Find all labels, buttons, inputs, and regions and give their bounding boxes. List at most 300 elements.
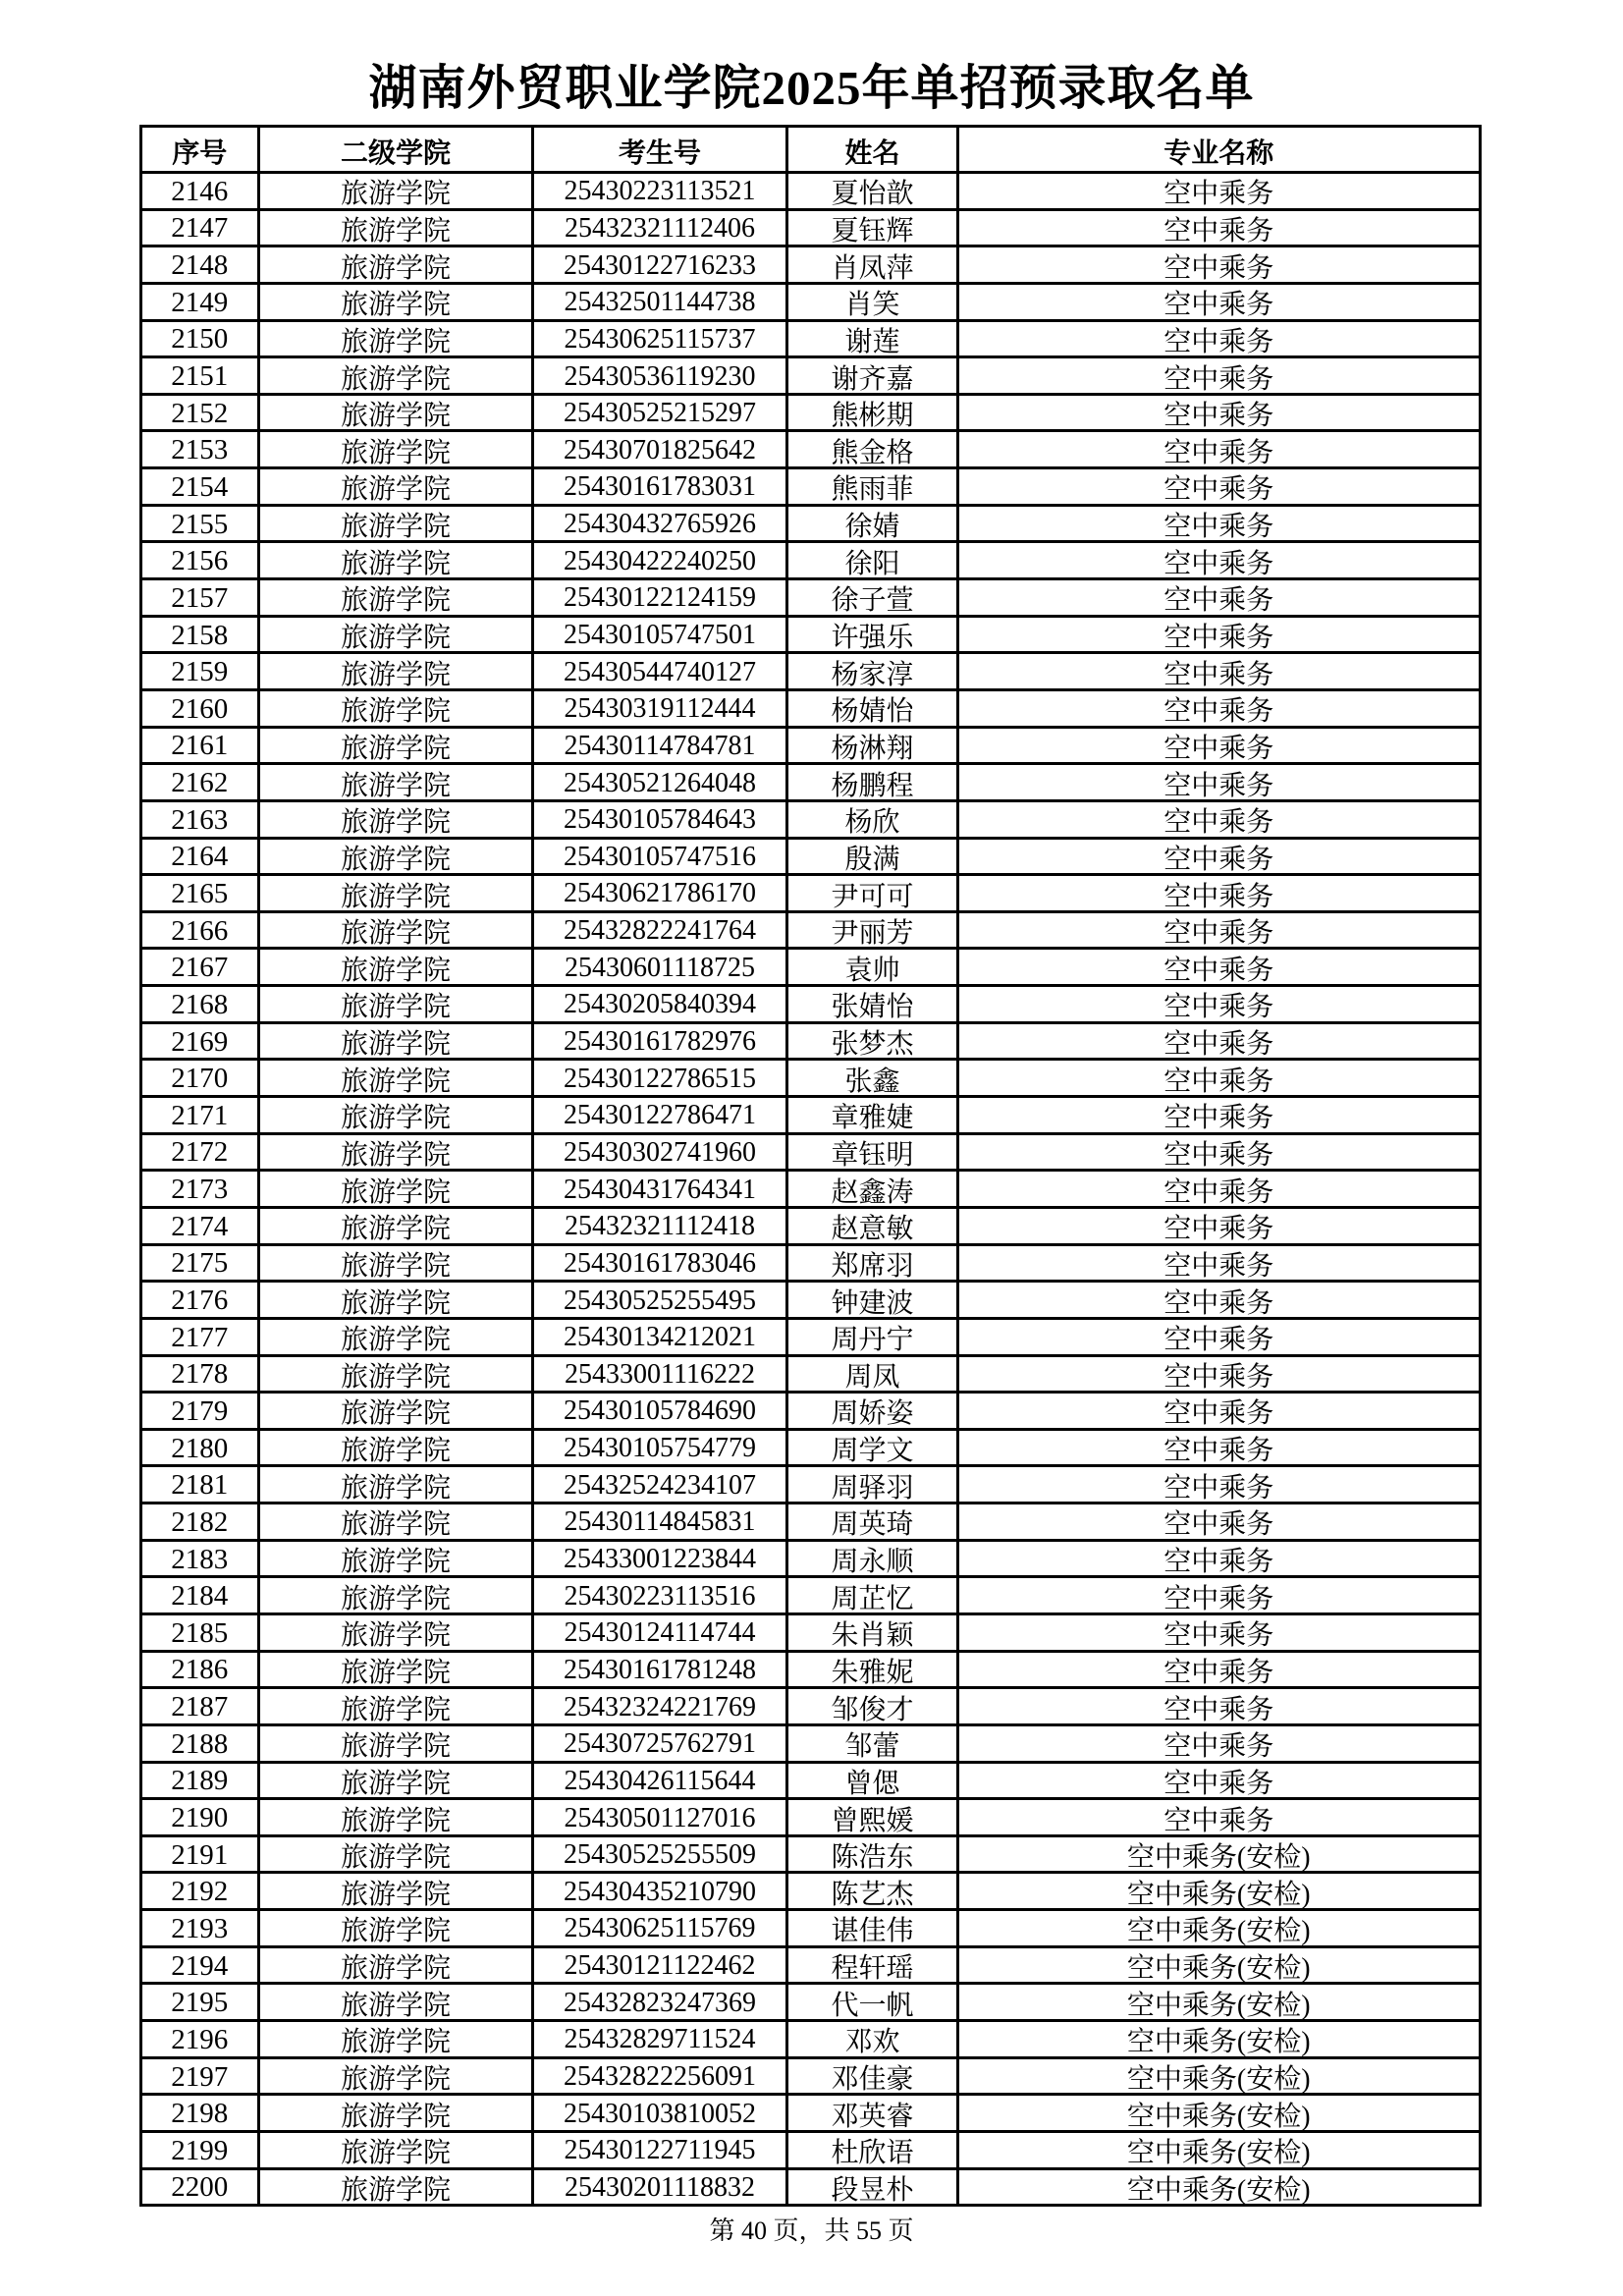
cell-college: 旅游学院: [260, 2133, 534, 2170]
cell-name: 肖笑: [788, 285, 959, 322]
cell-name: 袁帅: [788, 950, 959, 987]
header-seq: 序号: [142, 128, 261, 175]
cell-seq: 2156: [142, 543, 261, 580]
cell-name: 邓英睿: [788, 2096, 959, 2133]
cell-major: 空中乘务: [959, 247, 1479, 285]
cell-seq: 2146: [142, 174, 261, 211]
cell-college: 旅游学院: [260, 1837, 534, 1875]
table-row: [142, 174, 1479, 211]
cell-name: 周学文: [788, 1431, 959, 1468]
cell-major: 空中乘务: [959, 1504, 1479, 1542]
cell-exam-id: 25432501144738: [534, 285, 788, 322]
cell-major: 空中乘务: [959, 1246, 1479, 1284]
cell-college: 旅游学院: [260, 1394, 534, 1431]
cell-seq: 2173: [142, 1172, 261, 1209]
cell-name: 夏怡歆: [788, 174, 959, 211]
cell-college: 旅游学院: [260, 2170, 534, 2208]
table-row: [142, 840, 1479, 877]
cell-college: 旅游学院: [260, 1357, 534, 1394]
cell-seq: 2167: [142, 950, 261, 987]
table-row: [142, 1578, 1479, 1615]
cell-college: 旅游学院: [260, 247, 534, 285]
cell-exam-id: 25430122124159: [534, 580, 788, 618]
cell-exam-id: 25430205840394: [534, 987, 788, 1024]
cell-college: 旅游学院: [260, 1911, 534, 1948]
cell-exam-id: 25430124114744: [534, 1615, 788, 1653]
cell-seq: 2157: [142, 580, 261, 618]
cell-exam-id: 25430501127016: [534, 1800, 788, 1837]
cell-name: 周凤: [788, 1357, 959, 1394]
cell-exam-id: 25430701825642: [534, 432, 788, 469]
cell-exam-id: 25430122786471: [534, 1098, 788, 1135]
cell-name: 张梦杰: [788, 1024, 959, 1062]
table-row: [142, 1209, 1479, 1246]
cell-major: 空中乘务: [959, 322, 1479, 359]
header-name: 姓名: [788, 128, 959, 175]
cell-seq: 2191: [142, 1837, 261, 1875]
cell-name: 许强乐: [788, 618, 959, 655]
table-row: [142, 543, 1479, 580]
table-row: [142, 1246, 1479, 1284]
cell-major: 空中乘务: [959, 285, 1479, 322]
cell-seq: 2151: [142, 358, 261, 396]
cell-exam-id: 25430223113521: [534, 174, 788, 211]
cell-major: 空中乘务: [959, 1061, 1479, 1098]
cell-major: 空中乘务: [959, 1098, 1479, 1135]
cell-exam-id: 25430625115769: [534, 1911, 788, 1948]
cell-exam-id: 25432823247369: [534, 1985, 788, 2022]
cell-major: 空中乘务: [959, 1542, 1479, 1579]
cell-major: 空中乘务: [959, 211, 1479, 248]
cell-college: 旅游学院: [260, 1431, 534, 1468]
cell-major: 空中乘务: [959, 432, 1479, 469]
cell-seq: 2154: [142, 469, 261, 507]
cell-seq: 2181: [142, 1467, 261, 1504]
cell-college: 旅游学院: [260, 1615, 534, 1653]
cell-exam-id: 25430525215297: [534, 396, 788, 433]
cell-seq: 2153: [142, 432, 261, 469]
cell-name: 章钰明: [788, 1135, 959, 1173]
cell-major: 空中乘务: [959, 1357, 1479, 1394]
cell-major: 空中乘务: [959, 987, 1479, 1024]
cell-exam-id: 25430625115737: [534, 322, 788, 359]
table-row: [142, 1135, 1479, 1173]
cell-major: 空中乘务(安检): [959, 2133, 1479, 2170]
cell-seq: 2163: [142, 802, 261, 840]
cell-seq: 2199: [142, 2133, 261, 2170]
cell-exam-id: 25430105784643: [534, 802, 788, 840]
table-row: [142, 1467, 1479, 1504]
cell-exam-id: 25430302741960: [534, 1135, 788, 1173]
cell-college: 旅游学院: [260, 358, 534, 396]
cell-seq: 2184: [142, 1578, 261, 1615]
cell-major: 空中乘务: [959, 950, 1479, 987]
cell-major: 空中乘务: [959, 729, 1479, 766]
cell-name: 邹蕾: [788, 1726, 959, 1764]
cell-seq: 2150: [142, 322, 261, 359]
cell-exam-id: 25430426115644: [534, 1764, 788, 1801]
cell-college: 旅游学院: [260, 729, 534, 766]
cell-exam-id: 25430122711945: [534, 2133, 788, 2170]
cell-name: 邹俊才: [788, 1689, 959, 1726]
cell-college: 旅游学院: [260, 322, 534, 359]
cell-seq: 2200: [142, 2170, 261, 2208]
cell-seq: 2165: [142, 876, 261, 913]
admission-list-table: [139, 125, 1482, 2208]
cell-exam-id: 25430122786515: [534, 1061, 788, 1098]
cell-college: 旅游学院: [260, 618, 534, 655]
cell-seq: 2175: [142, 1246, 261, 1284]
cell-college: 旅游学院: [260, 913, 534, 951]
cell-seq: 2147: [142, 211, 261, 248]
cell-seq: 2164: [142, 840, 261, 877]
cell-college: 旅游学院: [260, 1246, 534, 1284]
cell-exam-id: 25430201118832: [534, 2170, 788, 2208]
cell-seq: 2159: [142, 654, 261, 691]
cell-exam-id: 25430105747516: [534, 840, 788, 877]
cell-college: 旅游学院: [260, 1283, 534, 1320]
cell-name: 赵鑫涛: [788, 1172, 959, 1209]
table-row: [142, 2022, 1479, 2059]
cell-seq: 2149: [142, 285, 261, 322]
table-row: [142, 950, 1479, 987]
cell-seq: 2168: [142, 987, 261, 1024]
cell-name: 周丹宁: [788, 1320, 959, 1357]
cell-college: 旅游学院: [260, 987, 534, 1024]
table-row: [142, 469, 1479, 507]
cell-college: 旅游学院: [260, 1209, 534, 1246]
table-body: [142, 174, 1479, 2207]
table-row: [142, 285, 1479, 322]
table-row: [142, 1689, 1479, 1726]
cell-name: 程轩瑶: [788, 1948, 959, 1986]
cell-name: 徐婧: [788, 507, 959, 544]
cell-college: 旅游学院: [260, 765, 534, 802]
cell-college: 旅游学院: [260, 1504, 534, 1542]
cell-college: 旅游学院: [260, 1098, 534, 1135]
table-row: [142, 1024, 1479, 1062]
cell-major: 空中乘务(安检): [959, 1948, 1479, 1986]
table-row: [142, 802, 1479, 840]
cell-major: 空中乘务: [959, 1467, 1479, 1504]
cell-name: 张婧怡: [788, 987, 959, 1024]
cell-name: 朱肖颖: [788, 1615, 959, 1653]
table-row: [142, 358, 1479, 396]
table-row: [142, 1542, 1479, 1579]
cell-seq: 2179: [142, 1394, 261, 1431]
cell-major: 空中乘务(安检): [959, 2096, 1479, 2133]
cell-exam-id: 25430105754779: [534, 1431, 788, 1468]
cell-college: 旅游学院: [260, 1320, 534, 1357]
cell-exam-id: 25430521264048: [534, 765, 788, 802]
table-row: [142, 322, 1479, 359]
cell-seq: 2198: [142, 2096, 261, 2133]
table-row: [142, 1320, 1479, 1357]
cell-name: 熊彬期: [788, 396, 959, 433]
cell-seq: 2166: [142, 913, 261, 951]
cell-seq: 2174: [142, 1209, 261, 1246]
cell-seq: 2158: [142, 618, 261, 655]
cell-major: 空中乘务: [959, 876, 1479, 913]
cell-name: 谌佳伟: [788, 1911, 959, 1948]
cell-name: 赵意敏: [788, 1209, 959, 1246]
table-row: [142, 1985, 1479, 2022]
table-row: [142, 1615, 1479, 1653]
table-row: [142, 618, 1479, 655]
cell-major: 空中乘务: [959, 469, 1479, 507]
table-row: [142, 580, 1479, 618]
cell-college: 旅游学院: [260, 2022, 534, 2059]
cell-major: 空中乘务: [959, 840, 1479, 877]
cell-exam-id: 25430431764341: [534, 1172, 788, 1209]
table-row: [142, 987, 1479, 1024]
table-row: [142, 211, 1479, 248]
cell-major: 空中乘务(安检): [959, 1837, 1479, 1875]
cell-exam-id: 25430161782976: [534, 1024, 788, 1062]
cell-exam-id: 25430621786170: [534, 876, 788, 913]
cell-college: 旅游学院: [260, 1800, 534, 1837]
cell-seq: 2183: [142, 1542, 261, 1579]
cell-major: 空中乘务: [959, 1135, 1479, 1173]
cell-name: 邓佳豪: [788, 2059, 959, 2097]
table-row: [142, 247, 1479, 285]
cell-exam-id: 25432321112418: [534, 1209, 788, 1246]
cell-college: 旅游学院: [260, 211, 534, 248]
table-row: [142, 507, 1479, 544]
cell-seq: 2178: [142, 1357, 261, 1394]
table-row: [142, 1504, 1479, 1542]
cell-college: 旅游学院: [260, 1061, 534, 1098]
cell-exam-id: 25430105747501: [534, 618, 788, 655]
cell-name: 陈浩东: [788, 1837, 959, 1875]
cell-major: 空中乘务: [959, 1431, 1479, 1468]
cell-name: 曾熙媛: [788, 1800, 959, 1837]
cell-name: 朱雅妮: [788, 1653, 959, 1690]
cell-major: 空中乘务: [959, 618, 1479, 655]
cell-exam-id: 25433001116222: [534, 1357, 788, 1394]
cell-exam-id: 25430601118725: [534, 950, 788, 987]
cell-exam-id: 25432321112406: [534, 211, 788, 248]
cell-seq: 2193: [142, 1911, 261, 1948]
cell-seq: 2189: [142, 1764, 261, 1801]
table-row: [142, 913, 1479, 951]
cell-major: 空中乘务: [959, 543, 1479, 580]
cell-seq: 2192: [142, 1874, 261, 1911]
table-row: [142, 1911, 1479, 1948]
cell-name: 杨欣: [788, 802, 959, 840]
cell-major: 空中乘务: [959, 802, 1479, 840]
header-college: 二级学院: [260, 128, 534, 175]
cell-major: 空中乘务(安检): [959, 1985, 1479, 2022]
cell-college: 旅游学院: [260, 1172, 534, 1209]
table-row: [142, 396, 1479, 433]
cell-seq: 2155: [142, 507, 261, 544]
cell-seq: 2194: [142, 1948, 261, 1986]
cell-college: 旅游学院: [260, 1874, 534, 1911]
cell-exam-id: 25430525255509: [534, 1837, 788, 1875]
cell-name: 熊雨菲: [788, 469, 959, 507]
cell-major: 空中乘务: [959, 580, 1479, 618]
cell-college: 旅游学院: [260, 1467, 534, 1504]
cell-major: 空中乘务: [959, 1394, 1479, 1431]
cell-name: 周驿羽: [788, 1467, 959, 1504]
cell-name: 谢齐嘉: [788, 358, 959, 396]
cell-major: 空中乘务: [959, 174, 1479, 211]
table-row: [142, 1948, 1479, 1986]
cell-seq: 2172: [142, 1135, 261, 1173]
cell-major: 空中乘务: [959, 691, 1479, 729]
cell-seq: 2152: [142, 396, 261, 433]
cell-name: 夏钰辉: [788, 211, 959, 248]
cell-college: 旅游学院: [260, 1135, 534, 1173]
cell-name: 肖凤萍: [788, 247, 959, 285]
cell-seq: 2197: [142, 2059, 261, 2097]
cell-college: 旅游学院: [260, 507, 534, 544]
cell-major: 空中乘务: [959, 1172, 1479, 1209]
table-row: [142, 1357, 1479, 1394]
document-title: 湖南外贸职业学院2025年单招预录取名单: [368, 61, 1255, 115]
cell-name: 熊金格: [788, 432, 959, 469]
cell-college: 旅游学院: [260, 543, 534, 580]
cell-name: 杜欣语: [788, 2133, 959, 2170]
cell-seq: 2148: [142, 247, 261, 285]
cell-exam-id: 25430122716233: [534, 247, 788, 285]
cell-major: 空中乘务: [959, 1283, 1479, 1320]
cell-major: 空中乘务: [959, 358, 1479, 396]
cell-name: 段昱朴: [788, 2170, 959, 2208]
table-row: [142, 765, 1479, 802]
cell-name: 杨淋翔: [788, 729, 959, 766]
table-row: [142, 729, 1479, 766]
cell-major: 空中乘务: [959, 1320, 1479, 1357]
table-row: [142, 1172, 1479, 1209]
cell-college: 旅游学院: [260, 691, 534, 729]
cell-major: 空中乘务: [959, 1764, 1479, 1801]
cell-exam-id: 25430161783046: [534, 1246, 788, 1284]
cell-name: 曾偲: [788, 1764, 959, 1801]
cell-exam-id: 25430121122462: [534, 1948, 788, 1986]
cell-major: 空中乘务: [959, 1689, 1479, 1726]
cell-seq: 2177: [142, 1320, 261, 1357]
cell-college: 旅游学院: [260, 469, 534, 507]
cell-exam-id: 25433001223844: [534, 1542, 788, 1579]
cell-major: 空中乘务: [959, 913, 1479, 951]
cell-seq: 2160: [142, 691, 261, 729]
cell-college: 旅游学院: [260, 1578, 534, 1615]
cell-exam-id: 25430422240250: [534, 543, 788, 580]
cell-seq: 2187: [142, 1689, 261, 1726]
cell-name: 邓欢: [788, 2022, 959, 2059]
table-row: [142, 1764, 1479, 1801]
cell-name: 尹丽芳: [788, 913, 959, 951]
cell-name: 钟建波: [788, 1283, 959, 1320]
cell-college: 旅游学院: [260, 174, 534, 211]
cell-major: 空中乘务(安检): [959, 2170, 1479, 2208]
cell-name: 徐子萱: [788, 580, 959, 618]
cell-college: 旅游学院: [260, 802, 534, 840]
cell-major: 空中乘务: [959, 1615, 1479, 1653]
table-row: [142, 1283, 1479, 1320]
cell-exam-id: 25430103810052: [534, 2096, 788, 2133]
cell-seq: 2161: [142, 729, 261, 766]
table-row: [142, 432, 1479, 469]
cell-seq: 2186: [142, 1653, 261, 1690]
cell-seq: 2188: [142, 1726, 261, 1764]
cell-name: 郑席羽: [788, 1246, 959, 1284]
cell-name: 杨家淳: [788, 654, 959, 691]
cell-college: 旅游学院: [260, 654, 534, 691]
cell-college: 旅游学院: [260, 1948, 534, 1986]
cell-major: 空中乘务: [959, 1578, 1479, 1615]
cell-seq: 2170: [142, 1061, 261, 1098]
cell-college: 旅游学院: [260, 1985, 534, 2022]
cell-exam-id: 25432324221769: [534, 1689, 788, 1726]
header-major: 专业名称: [959, 128, 1479, 175]
cell-major: 空中乘务(安检): [959, 2059, 1479, 2097]
cell-exam-id: 25432822241764: [534, 913, 788, 951]
cell-exam-id: 25430134212021: [534, 1320, 788, 1357]
cell-college: 旅游学院: [260, 432, 534, 469]
cell-major: 空中乘务: [959, 1800, 1479, 1837]
cell-major: 空中乘务: [959, 654, 1479, 691]
table-row: [142, 1837, 1479, 1875]
cell-name: 杨婧怡: [788, 691, 959, 729]
cell-name: 陈艺杰: [788, 1874, 959, 1911]
cell-name: 章雅婕: [788, 1098, 959, 1135]
cell-college: 旅游学院: [260, 2096, 534, 2133]
table-row: [142, 1874, 1479, 1911]
cell-exam-id: 25430161781248: [534, 1653, 788, 1690]
cell-major: 空中乘务(安检): [959, 1874, 1479, 1911]
cell-seq: 2185: [142, 1615, 261, 1653]
cell-exam-id: 25430114784781: [534, 729, 788, 766]
header-exam-id: 考生号: [534, 128, 788, 175]
cell-exam-id: 25430319112444: [534, 691, 788, 729]
cell-exam-id: 25430432765926: [534, 507, 788, 544]
table-row: [142, 1394, 1479, 1431]
table-row: [142, 2096, 1479, 2133]
table-row: [142, 1726, 1479, 1764]
table-row: [142, 1098, 1479, 1135]
cell-seq: 2196: [142, 2022, 261, 2059]
cell-major: 空中乘务: [959, 1726, 1479, 1764]
table-header-row: [142, 128, 1479, 175]
cell-name: 谢莲: [788, 322, 959, 359]
table-row: [142, 654, 1479, 691]
cell-name: 周娇姿: [788, 1394, 959, 1431]
cell-major: 空中乘务: [959, 507, 1479, 544]
cell-college: 旅游学院: [260, 1542, 534, 1579]
table-row: [142, 2133, 1479, 2170]
cell-major: 空中乘务(安检): [959, 2022, 1479, 2059]
cell-name: 周英琦: [788, 1504, 959, 1542]
cell-exam-id: 25430435210790: [534, 1874, 788, 1911]
cell-major: 空中乘务: [959, 765, 1479, 802]
cell-college: 旅游学院: [260, 1024, 534, 1062]
cell-major: 空中乘务: [959, 396, 1479, 433]
cell-exam-id: 25430725762791: [534, 1726, 788, 1764]
cell-name: 周永顺: [788, 1542, 959, 1579]
cell-seq: 2182: [142, 1504, 261, 1542]
cell-college: 旅游学院: [260, 285, 534, 322]
cell-major: 空中乘务: [959, 1024, 1479, 1062]
cell-major: 空中乘务: [959, 1653, 1479, 1690]
cell-name: 殷满: [788, 840, 959, 877]
table-row: [142, 1061, 1479, 1098]
table-row: [142, 2170, 1479, 2208]
cell-college: 旅游学院: [260, 950, 534, 987]
cell-exam-id: 25430525255495: [534, 1283, 788, 1320]
